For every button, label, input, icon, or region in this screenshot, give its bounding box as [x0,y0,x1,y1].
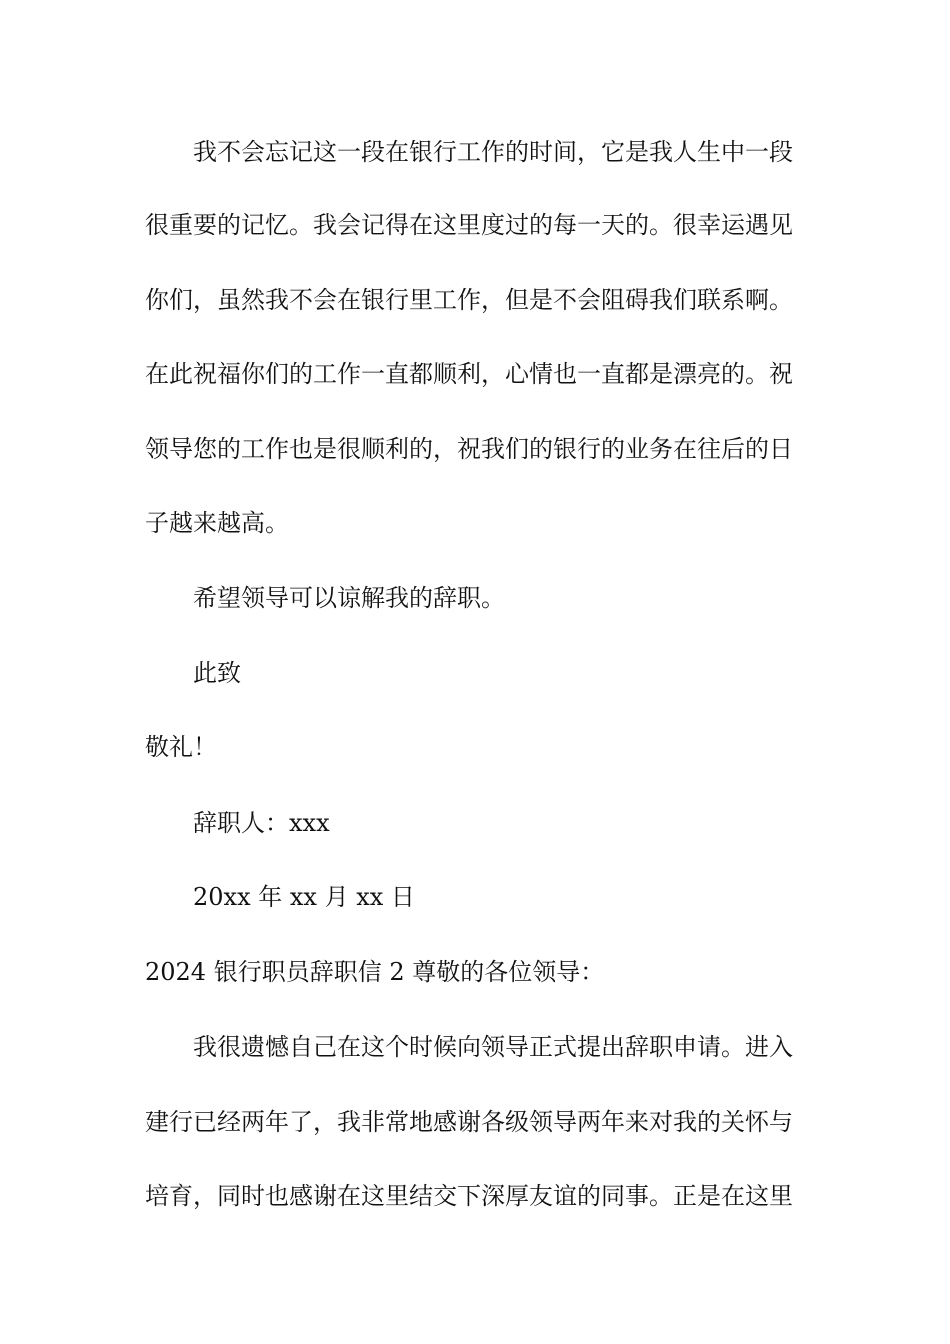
closing-salutation: 此致 [193,659,241,687]
paragraph-line: 领导您的工作也是很顺利的，祝我们的银行的业务在往后的日 [145,435,793,463]
paragraph-line: 我很遗憾自己在这个时候向领导正式提出辞职申请。进入 [193,1033,793,1061]
paragraph-line: 我不会忘记这一段在银行工作的时间，它是我人生中一段 [193,138,793,166]
paragraph-line: 在此祝福你们的工作一直都顺利，心情也一直都是漂亮的。祝 [145,360,793,388]
signature-line: 辞职人：xxx [193,809,330,837]
closing-regards: 敬礼！ [145,733,217,761]
paragraph-line: 你们，虽然我不会在银行里工作，但是不会阻碍我们联系啊。 [145,286,793,314]
date-line: 20xx 年 xx 月 xx 日 [193,883,415,911]
paragraph-line: 培育，同时也感谢在这里结交下深厚友谊的同事。正是在这里 [145,1182,793,1210]
paragraph-line: 很重要的记忆。我会记得在这里度过的每一天的。很幸运遇见 [145,211,793,239]
paragraph-line: 建行已经两年了，我非常地感谢各级领导两年来对我的关怀与 [145,1108,793,1136]
section-heading: 2024 银行职员辞职信 2 尊敬的各位领导： [145,958,605,986]
paragraph-line: 子越来越高。 [145,509,289,537]
paragraph-line: 希望领导可以谅解我的辞职。 [193,584,505,612]
